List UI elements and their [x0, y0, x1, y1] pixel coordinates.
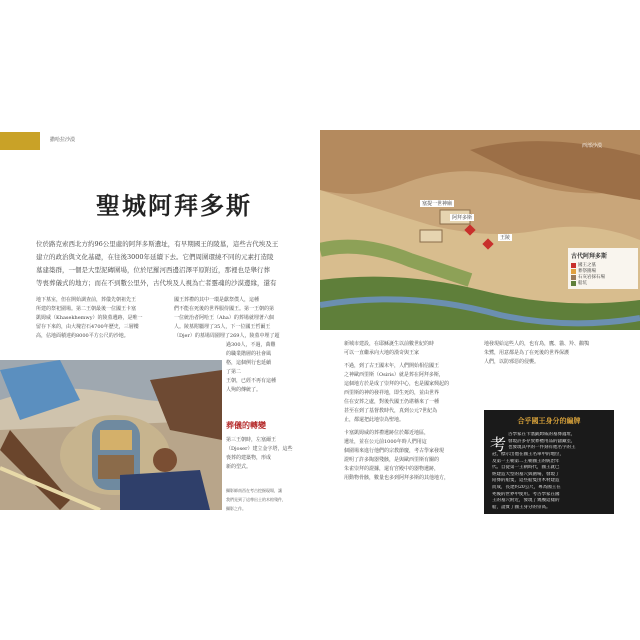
body-line: 可以一直繼承向大地的漢奇與王家	[344, 350, 420, 356]
map-legend	[568, 248, 638, 289]
body-line: 用動物骨骸，數量也多到阿拜多斯的其他地方，	[344, 475, 450, 481]
left-column-2-after	[226, 436, 312, 472]
legend-label: 石灰岩採石場	[578, 275, 605, 280]
intro-line: 等喪葬儀式的地方；而在不到數公里外，古代埃及人視為亡者靈魂的沙漠邊緣，還有	[36, 279, 277, 287]
body-line: 西里斯的神的發祥地，即生死的，並由世界	[344, 390, 440, 396]
map-label: 塞提一世神廟	[422, 201, 453, 207]
intro-text	[36, 238, 312, 290]
subheading: 葬儀的轉變	[226, 420, 266, 430]
body-line: 留存下來的，由大塊岩石4700年歷史，三層樓	[36, 324, 139, 330]
abydos-map	[320, 130, 640, 330]
legend-swatch-icon	[571, 275, 576, 280]
map-label: 阿拜多斯	[452, 215, 473, 221]
sidebar-box	[484, 410, 614, 514]
caption-line: 攝影師南西在考古挖掘現場，讓	[226, 488, 282, 493]
body-line: 之神歐西里斯（Osiris）就是葬在阿拜多斯，	[344, 372, 444, 378]
body-line: 新的型式。	[226, 464, 252, 470]
body-line: 國王葬禮的其中一環是獻祭僕人，這種	[174, 297, 260, 303]
body-line: 證明了許多陶器殘骸，是與歐西里斯有關的	[344, 457, 440, 463]
body-line: 高，佔地面積達約8000平方公尺的沙地。	[36, 333, 129, 339]
right-column-1	[344, 340, 474, 483]
section-accent-bar	[0, 132, 40, 150]
body-line: 卡塞凱姆威的葬禮遺跡位於鄰近地區，	[344, 430, 430, 436]
box-line: 王的墓穴附近，發現了幾艘這樣的	[492, 498, 560, 504]
intro-line: 建立的政治與文化基礎，在往後3000年延續下去。它們周圍環繞不同的元素打造陵	[36, 253, 274, 261]
body-line: （Djer）的墓場周圍埋了269人，陵墓中埋了超	[174, 333, 280, 339]
legend-item	[571, 280, 635, 286]
intro-line: 墓建築群，一個是大型泥磚圍場，位於尼羅河西邊沼澤平原附近，那裡也是舉行葬	[36, 266, 270, 274]
photo-caption	[226, 486, 312, 513]
box-line: 船，證實了國王身分的崇高。	[492, 504, 551, 510]
box-line: 古學家在卡塞凱姆威的墓葬遺址，	[508, 432, 576, 437]
body-line: 住在安葬之處，對後代國王仍堪稱來了一種	[344, 399, 440, 405]
intro-line: 位於路克索西北方約96公里處的阿拜多斯遺址，有早期國王的陵墓，這些古代埃及王	[36, 240, 279, 248]
section-tag: 撒哈拉沙漠	[50, 137, 76, 143]
body-line: 了第二	[226, 369, 242, 375]
body-line: 不過，到了古王國末年，人們開始相信國王	[344, 363, 440, 369]
body-line: 朱鷺，用意都是為了在死後的世界保護	[484, 350, 570, 356]
body-line: 地發現給這些人的，也有鳥，鷹、貓、羚、鸛鶚	[484, 341, 590, 347]
body-line: 人殉的傳統了。	[226, 387, 262, 393]
legend-swatch-icon	[571, 263, 576, 268]
body-line: 格，這個例行也延續	[226, 360, 272, 366]
caption-line: 攝影之作。	[226, 506, 246, 511]
body-line: 人們，以防邪惡的侵襲。	[484, 359, 540, 365]
body-line: 們不能在死後的世界服侍國王。第一王朝的第	[174, 306, 275, 312]
sidebar-box-title: 合乎國王身分的編牌	[517, 417, 581, 425]
body-line: 過300人，不過，萬難	[226, 342, 276, 348]
body-line: 所建的祭祀圍場。第二王朝最後一位國王卡塞	[36, 306, 137, 312]
body-line: 地下墓室，但在開始調查前，葬儀先朝祖先王	[36, 297, 137, 303]
legend-label: 葬祭圍場	[578, 269, 596, 274]
body-line: 一位統治者阿哈王（Aha）的葬場就埋著六個	[174, 315, 274, 321]
section-tag: 西部沙漠	[582, 143, 603, 149]
box-line: 也發現其中的一件刻有他名字的王	[508, 445, 576, 451]
map-label: 王陵	[500, 235, 511, 241]
body-line: 個圍場來進行他們的宗教節慶，考古學家發現	[344, 448, 445, 454]
body-line: 喪葬的建築物，形成	[226, 455, 272, 461]
box-line: 陪葬的船隻，這些船隻由木材建造	[492, 478, 560, 484]
box-line: 冠，標示出他在國王名單中的地位，	[492, 452, 564, 457]
right-column-2	[484, 340, 614, 367]
body-line: 人。陵墓附屬埋了35人，下一位國王哲爾王	[174, 324, 271, 330]
body-line: 甚至在到了基督教時代，真到公元7世紀為	[344, 408, 438, 414]
sidebar-box-body	[508, 432, 608, 452]
body-line: 王朝，已經不再有這種	[226, 378, 277, 384]
box-line: 經建造大型的墓穴與圍場，發現了	[492, 471, 560, 477]
box-line: 而成，長達約20公尺，專為國王在	[492, 484, 561, 490]
left-column-2	[174, 296, 312, 341]
page-title: 聖城阿拜多斯	[96, 191, 252, 220]
legend-swatch-icon	[571, 281, 576, 286]
body-line: （Djoser）建立金字塔，這些	[226, 446, 293, 452]
body-line: 第三王朝時，左塞爾王	[226, 437, 277, 443]
box-line: 發現許多存放葬禮用品的儲藏室，	[508, 438, 576, 444]
body-line: 新城市建設，在耶穌誕生以前數世紀的時	[344, 341, 435, 347]
box-line: 及第一王朝第二王朝國王的統治年	[492, 458, 560, 464]
body-line: 凱姆威（Khasekhemwy）的陵墓遺跡，是唯一	[36, 315, 143, 321]
box-line: 死後的世界中使用。考古學家在國	[492, 491, 560, 497]
legend-label: 國王之墓	[578, 263, 596, 268]
legend-label: 船坑	[578, 281, 587, 286]
body-line: 遺址，並在公元前1000年時人們用這	[344, 439, 427, 445]
body-line: 朱雀崇拜的證據，還有宮殿中的器物遺跡，	[344, 466, 440, 472]
left-column-2-wrap	[226, 341, 312, 395]
left-column-1	[36, 296, 166, 341]
sidebar-box-body-2	[492, 452, 608, 511]
caption-line: 我們見到了這尊出土的木棺殘件，	[226, 497, 286, 502]
legend-swatch-icon	[571, 269, 576, 274]
legend-title: 古代阿拜多斯	[571, 253, 608, 260]
body-line: 這個地方於是成了崇拜的中心，也是國家興起的	[344, 381, 450, 387]
box-line: 代。自從第一王朝時代，國王就已	[492, 465, 560, 471]
drop-cap: 考	[490, 435, 507, 454]
body-line: 的職業階層的社會風	[226, 351, 272, 357]
body-line: 止，都還把此地崇為聖地。	[344, 417, 405, 423]
excavation-photo	[0, 360, 222, 510]
